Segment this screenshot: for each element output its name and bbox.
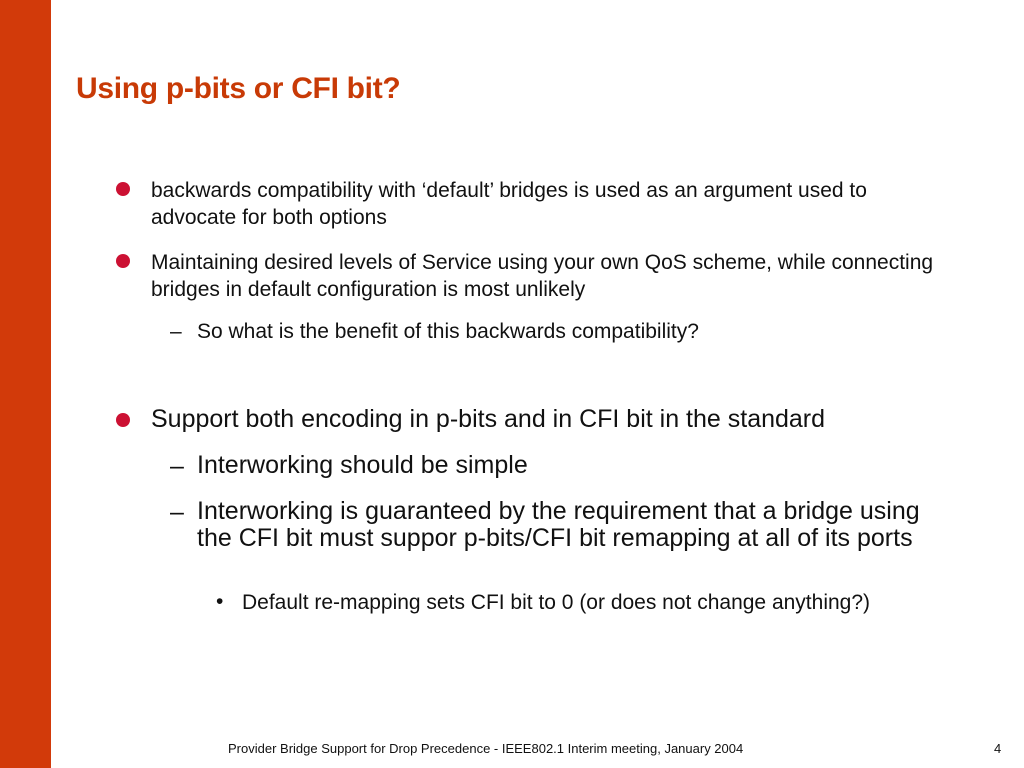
sub-sub-bullet-text: Default re-mapping sets CFI bit to 0 (or does not change anything?) (242, 591, 871, 614)
page-number: 4 (994, 741, 1002, 756)
bullet-dot (116, 413, 130, 427)
bullet-text-3: Support both encoding in p-bits and in CFI bit in the standard (151, 405, 826, 433)
sub-bullet-dash: – (170, 320, 182, 343)
sub-bullet-text-3-2: Interworking is guaranteed by the requirement that a bridge using the CFI bit must suppor p-bits/CFI bit remapping at all of its ports (197, 497, 920, 552)
sub-bullet-text-2-1: So what is the benefit of this backwards compatibility? (197, 320, 699, 343)
slide-footer: Provider Bridge Support for Drop Precedence - IEEE802.1 Interim meeting, January 2004 (228, 741, 744, 756)
sub-bullet-dash: – (170, 498, 184, 526)
slide-title: Using p-bits or CFI bit? (76, 72, 401, 105)
side-accent-bar (0, 0, 51, 768)
sub-bullet-dash: – (170, 452, 184, 480)
sub-bullet-text-3-1: Interworking should be simple (197, 451, 528, 479)
bullet-text-1: backwards compatibility with ‘default’ bridges is used as an argument used to advocate for both options (151, 179, 867, 229)
bullet-dot (116, 254, 130, 268)
sub-sub-bullet-dot: • (216, 590, 224, 613)
bullet-text-2: Maintaining desired levels of Service using your own QoS scheme, while connecting bridges in default configuration is most unlikely (151, 251, 934, 301)
bullet-dot (116, 182, 130, 196)
